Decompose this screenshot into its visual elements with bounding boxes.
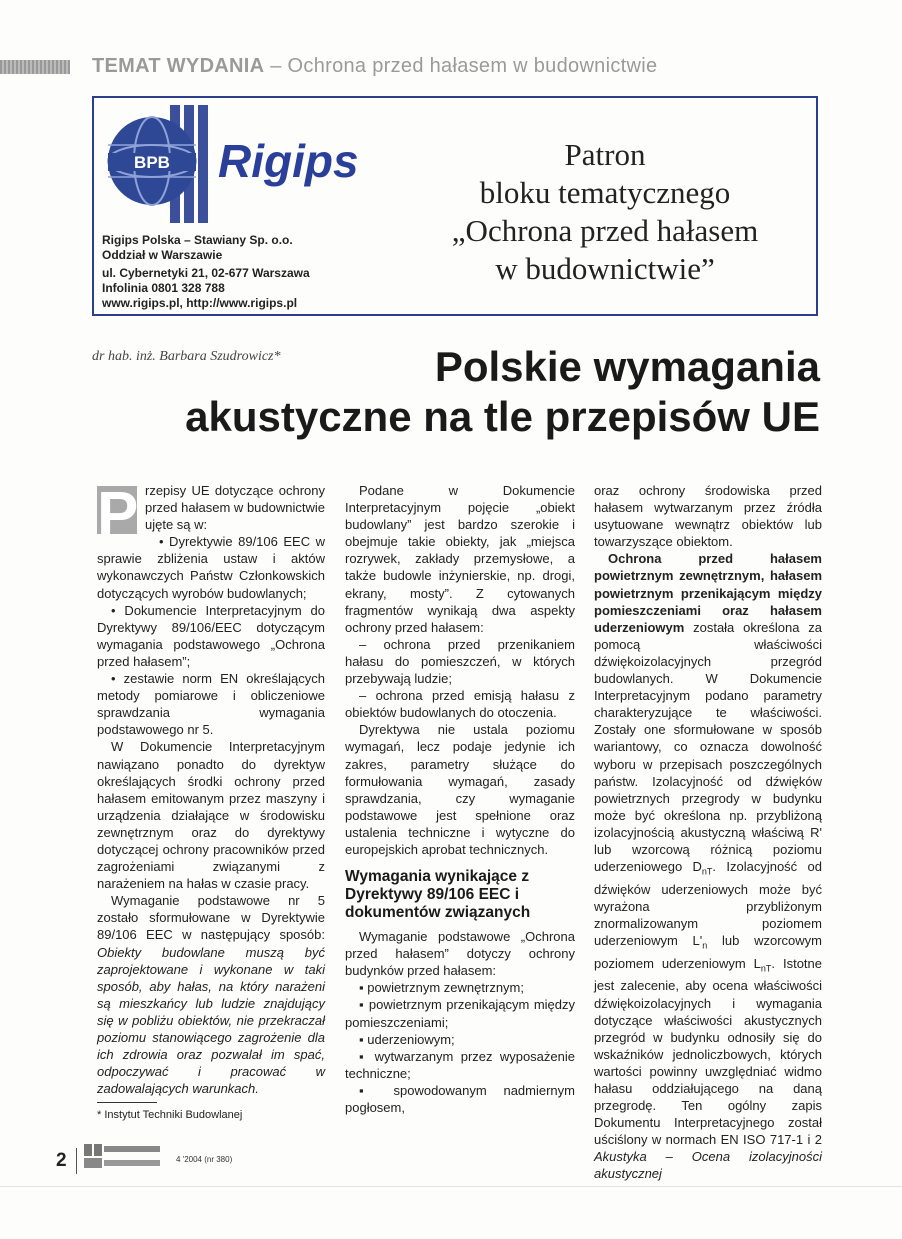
patron-line-4: w budownictwie” [495,251,715,286]
paragraph: Podane w Dokumencie Interpretacyjnym pojęcie „obiekt budowlany” jest bardzo szerokie i obejmuje takie obiekty, jak „miejsca rozrywek, zakłady przemysłowe, a także budowle inżynierskie, np. drogi, ekrany, mosty”. Z cytowanych fragmentów wynikają dwa aspekty ochrony przed hałasem: [345,483,575,635]
title-line-1: Polskie wymagania [434,343,820,390]
paragraph-text: została określona za pomocą właściwości dźwiękoizolacyjnych przegród budowlanych. W Dokumencie Interpretacyjnym podano parametry charakteryzujące te właściwości. Zostały one sformułowane w sposób wariantowy, co oznacza dowolność wyboru w przepisach poszczególnych państw. Izolacyjność od dźwięków powietrznych przegrody w budynku może być określona np. przybliżoną izolacyjnością akustyczną właściwą R' lub wzorcową różnicą poziomu uderzeniowego D [594,619,822,875]
company-web: www.rigips.pl, http://www.rigips.pl [102,296,298,310]
list-item: ▪ spowodowanym nadmiernym pogłosem, [345,1082,575,1115]
paragraph: oraz ochrony środowiska przed hałasem wytwarzanym przez źródła usytuowane wewnątrz obiektów lub towarzyszące obiektom. [594,483,822,550]
subscript: nT [701,866,713,877]
article-column-2 [345,482,575,1116]
list-item: ▪ wytwarzanym przez wyposażenie techniczne; [345,1048,575,1081]
list-item: ▪ powietrznym zewnętrznym; [359,980,524,996]
article-column-1 [97,482,325,1097]
company-info [102,233,392,311]
bullet-item: • Dyrektywie 89/106 EEC w sprawie zbliżenia ustaw i aktów wykonawczych Państw Członkowskich dotyczących wyrobów budowlanych; [97,534,325,601]
section-separator: – [264,55,288,77]
section-heading: Wymagania wynikające z Dyrektywy 89/106 EEC i dokumentów związanych [345,868,531,922]
company-branch: Oddział w Warszawie [102,248,223,262]
bpb-rigips-logo [104,105,394,223]
company-name: Rigips Polska – Stawiany Sp. o.o. [102,233,293,247]
italic-citation: Akustyka – Ocena izolacyjności akustycznej [594,1149,822,1182]
rigips-brand-text: Rigips [218,135,359,187]
materialy-budowlane-logo-icon [84,1144,164,1170]
paragraph-text: . Istotne jest zalecenie, aby ocena właściwości dźwiękoizolacyjnych i wymagania dotyczące właściwości akustycznych przegród w budynku odnosiły się do wskaźników jednoliczbowych, których wartości powinny uwzględniać widmo hałasu oddziałującego na daną przegrodę. Ten ogólny zapis Dokumentu Interpretacyjnego został uściślony w normach EN ISO 717-1 i 2 [594,955,823,1148]
subscript: nT [760,963,772,974]
subscript: n [702,940,708,951]
paragraph [594,550,822,1182]
issue-number: 4 '2004 (nr 380) [176,1155,233,1164]
company-hotline: Infolinia 0801 328 788 [102,281,225,295]
paragraph [97,892,325,1097]
paragraph-text: . Izolacyjność od dźwięków uderzeniowych może być wyrażona przybliżonym znormalizowanym poziomem uderzeniowym L' [594,859,822,949]
section-header [92,55,657,78]
dash-item: – ochrona przed przenikaniem hałasu do pomieszczeń, w których przebywają ludzie; [345,636,575,687]
list-item: ▪ powietrznym przenikającym między pomieszczeniami; [345,997,575,1030]
patron-line-2: bloku tematycznego [479,175,731,210]
paragraph: W Dokumencie Interpretacyjnym nawiązano ponadto do dyrektyw określających środki ochrony przed hałasem emitowanym przez maszyny i urządzenia działające w środowisku zewnętrznym oraz do dyrektywy dotyczącej ochrony pracowników przed zagrożeniami związanymi z narażeniem na hałas w czasie pracy. [97,739,325,892]
bullet-item: • Dokumencie Interpretacyjnym do Dyrektywy 89/106/EEC dotyczącym wymagania podstawowego „Ochrona przed hałasem”; [97,602,325,669]
patron-text [410,136,800,288]
bullet-item: • zestawie norm EN określających metody pomiarowe i obliczeniowe sprawdzania wymagania podstawowego nr 5. [97,671,325,738]
article-author: dr hab. inż. Barbara Szudrowicz* [92,349,281,364]
dash-item: – ochrona przed emisją hałasu z obiektów budowlanych do otoczenia. [345,688,575,721]
paragraph: rzepisy UE dotyczące ochrony przed hałasem w budownictwie ujęte są w: [145,483,325,533]
header-decor-bar [0,60,70,74]
paragraph-text: Wymaganie podstawowe nr 5 zostało sformułowane w Dyrektywie 89/106 EEC w następujący sposób: [97,893,325,943]
bottom-rule [0,1186,902,1187]
footnote: * Instytut Techniki Budowlanej [97,1109,243,1121]
patron-line-1: Patron [564,137,646,172]
section-prefix: TEMAT WYDANIA [92,55,265,77]
section-topic: Ochrona przed hałasem w budownictwie [287,55,658,77]
paragraph-text: lub wzorcowym poziomem uderzeniowym L [594,933,822,971]
footnote-divider [97,1102,157,1103]
article-column-3 [594,482,822,1183]
paragraph: Wymaganie podstawowe „Ochrona przed hałasem” dotyczy ochrony budynków przed hałasem: [345,929,575,979]
company-address: ul. Cybernetyki 21, 02-677 Warszawa [102,266,310,280]
title-line-2: akustyczne na tle przepisów UE [185,393,820,440]
quoted-requirement: Obiekty budowlane muszą być zaprojektowane i wykonane w taki sposób, aby hałas, na który narażeni są mieszkańcy lub ludzie znajdujący się w pobliżu obiektów, nie przekraczał poziomu stanowiącego zagrożenie dla ich zdrowia oraz pozwalał im spać, odpoczywać i pracować w zadowalających warunkach. [97,944,325,1097]
list-item: ▪ uderzeniowym; [359,1031,455,1047]
article-title [120,342,820,442]
patron-line-3: „Ochrona przed hałasem [451,213,759,248]
drop-cap: P [97,480,139,549]
bpb-mark-text: BPB [134,153,170,172]
bold-lead: Ochrona przed hałasem powietrznym zewnętrznym, hałasem powietrznym przenikającym między pomieszczeniami oraz hałasem uderzeniowym [594,551,822,635]
paragraph: Dyrektywa nie ustala poziomu wymagań, lecz podaje jedynie ich zakres, parametry służące do formułowania wymagań, zasady sprawdzania, czy wymaganie podstawowe jest spełnione oraz ustalenia techniczne i wytyczne do europejskich aprobat technicznych. [345,722,575,857]
page-number: 2 [56,1150,67,1171]
page-number-divider [76,1148,77,1174]
